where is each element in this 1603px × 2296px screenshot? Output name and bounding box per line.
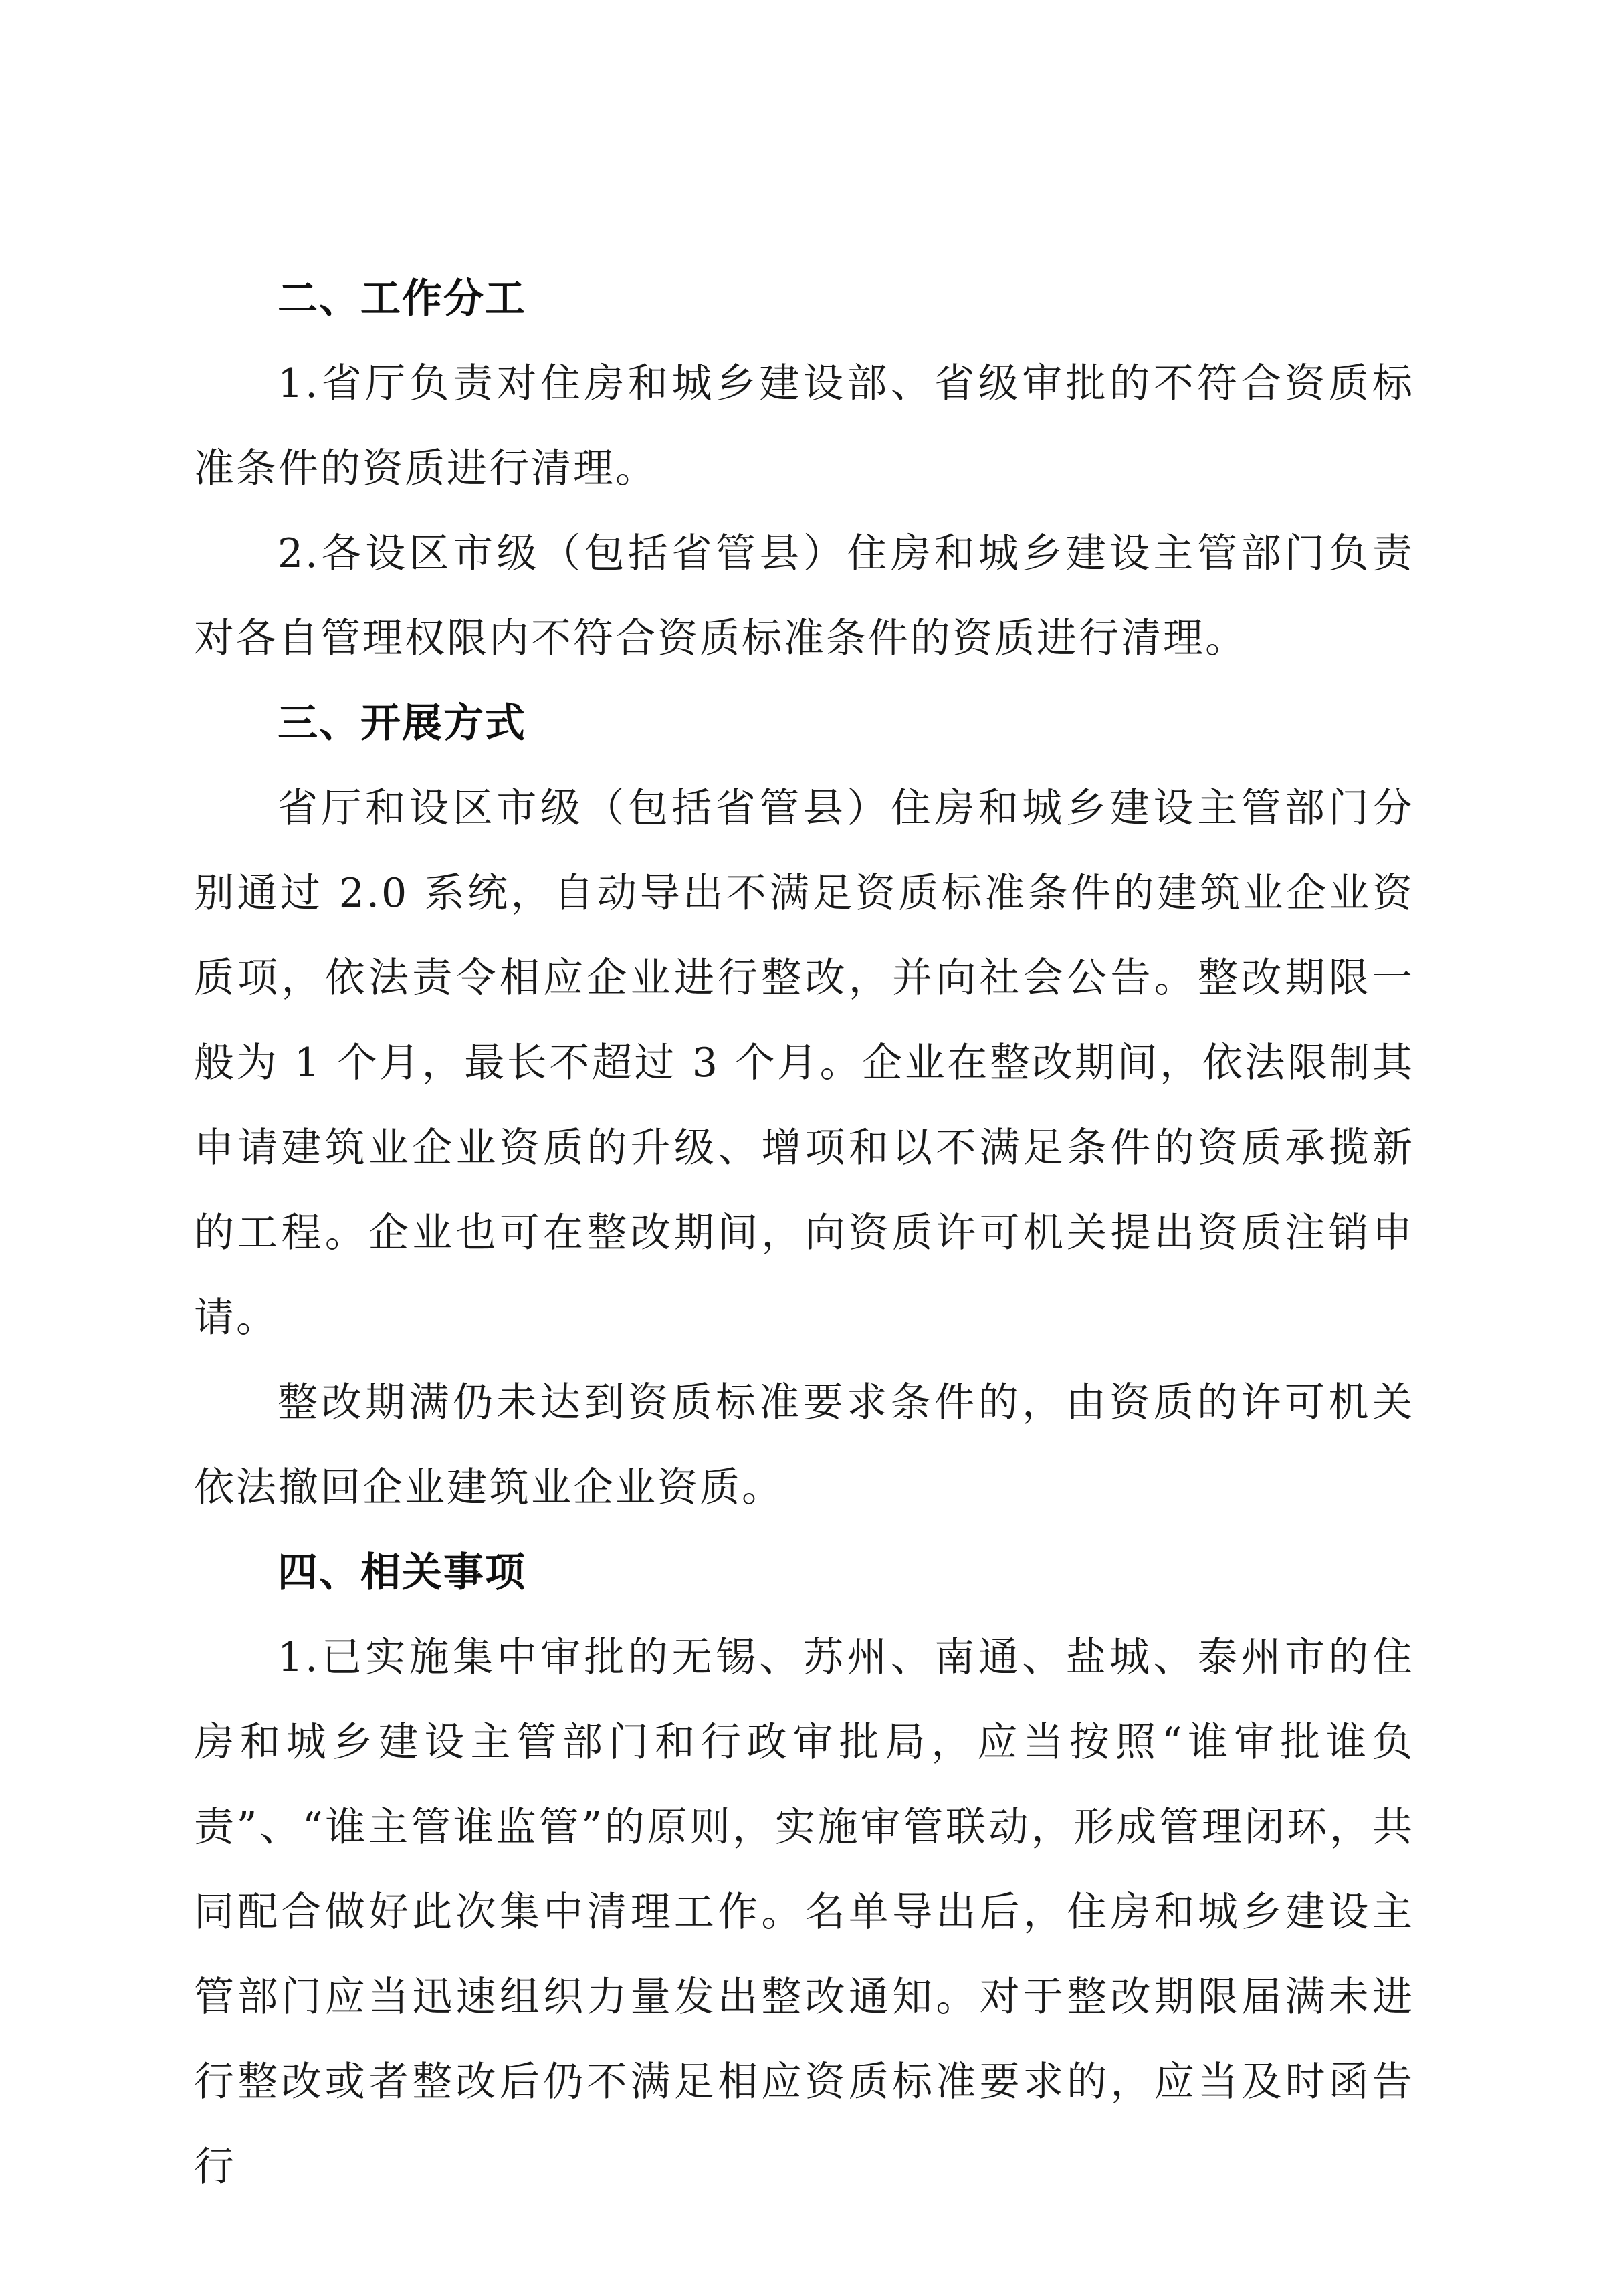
paragraph: 1.省厅负责对住房和城乡建设部、省级审批的不符合资质标准条件的资质进行清理。 [194, 360, 1414, 492]
section-work-division [194, 257, 1414, 681]
section-heading: 四、相关事项 [278, 1549, 526, 1596]
section-implementation-method [194, 681, 1414, 1530]
section-heading: 三、开展方式 [278, 700, 526, 747]
paragraph: 省厅和设区市级（包括省管县）住房和城乡建设主管部门分别通过 2.0 系统，自动导出不满足资质标准条件的建筑业企业资质项，依法责令相应企业进行整改，并向社会公告。整改期限一般为 1 个月，最长不超过 3 个月。企业在整改期间，依法限制其申请建筑业企业资质的升级、增项和以不满足条件的资质承揽新的工程。企业也可在整改期间，向资质许可机关提出资质注销申请。 [194, 785, 1414, 1341]
paragraph: 2.各设区市级（包括省管县）住房和城乡建设主管部门负责对各自管理权限内不符合资质标准条件的资质进行清理。 [194, 530, 1414, 662]
section-heading: 二、工作分工 [278, 275, 526, 322]
paragraph: 整改期满仍未达到资质标准要求条件的，由资质的许可机关依法撤回企业建筑业企业资质。 [194, 1379, 1414, 1511]
document-body [194, 257, 1414, 2210]
section-related-matters [194, 1530, 1414, 2210]
paragraph: 1.已实施集中审批的无锡、苏州、南通、盐城、泰州市的住房和城乡建设主管部门和行政审批局，应当按照“谁审批谁负责”、“谁主管谁监管”的原则，实施审管联动，形成管理闭环，共同配合做好此次集中清理工作。名单导出后，住房和城乡建设主管部门应当迅速组织力量发出整改通知。对于整改期限届满未进行整改或者整改后仍不满足相应资质标准要求的，应当及时函告行 [194, 1634, 1414, 2190]
